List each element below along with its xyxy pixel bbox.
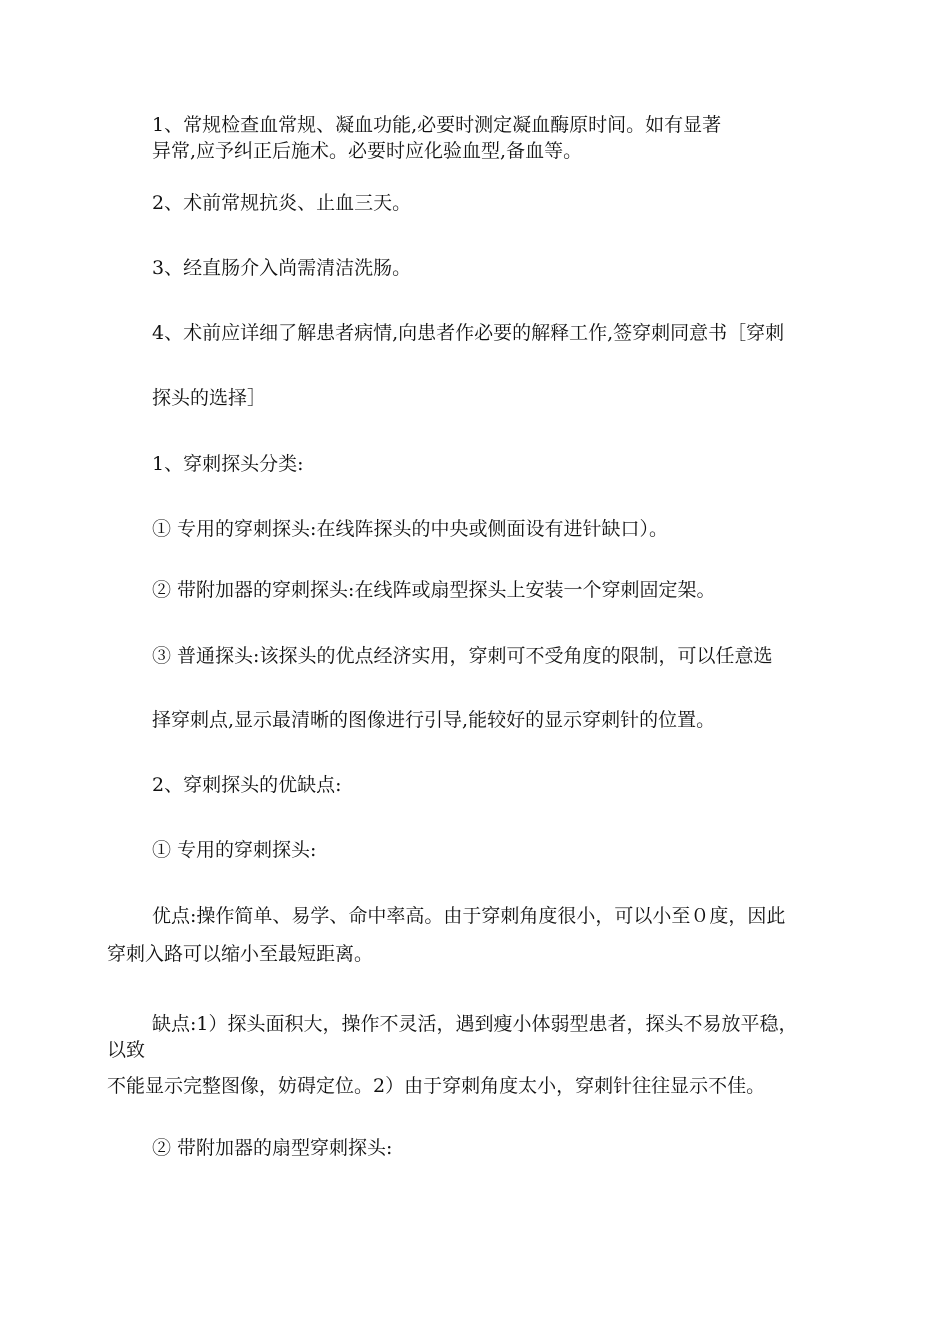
text-line: 优点:操作简单、易学、命中率高。由于穿刺角度很小，可以小至０度，因此 [152, 905, 786, 927]
text-line: ① 专用的穿刺探头: [152, 839, 317, 861]
text-line: 2、穿刺探头的优缺点: [152, 774, 342, 796]
text-line: 不能显示完整图像，妨碍定位。2）由于穿刺角度太小，穿刺针往往显示不佳。 [107, 1075, 766, 1097]
text-line: ① 专用的穿刺探头:在线阵探头的中央或侧面设有进针缺口）。 [152, 518, 668, 540]
text-line: 穿刺入路可以缩小至最短距离。 [107, 943, 374, 965]
text-line: ② 带附加器的扇型穿刺探头: [152, 1137, 393, 1159]
text-line: 4、术前应详细了解患者病情,向患者作必要的解释工作,签穿刺同意书［穿刺 [152, 322, 785, 344]
text-line: ② 带附加器的穿刺探头:在线阵或扇型探头上安装一个穿刺固定架。 [152, 579, 716, 601]
text-line: 2、术前常规抗炎、止血三天。 [152, 192, 412, 214]
text-line: 择穿刺点,显示最清晰的图像进行引导,能较好的显示穿刺针的位置。 [152, 709, 716, 731]
text-line: 缺点:1）探头面积大，操作不灵活，遇到瘦小体弱型患者，探头不易放平稳， [152, 1013, 798, 1035]
text-line: 3、经直肠介入尚需清洁洗肠。 [152, 257, 412, 279]
text-line: 以致 [107, 1039, 146, 1061]
text-line: ③ 普通探头:该探头的优点经济实用，穿刺可不受角度的限制，可以任意选 [152, 645, 773, 667]
text-line: 探头的选择］ [152, 387, 267, 409]
text-line: 异常,应予纠正后施术。必要时应化验血型,备血等。 [152, 140, 583, 162]
text-line: 1、穿刺探头分类: [152, 453, 304, 475]
text-line: 1、常规检查血常规、凝血功能,必要时测定凝血酶原时间。如有显著 [152, 114, 722, 136]
